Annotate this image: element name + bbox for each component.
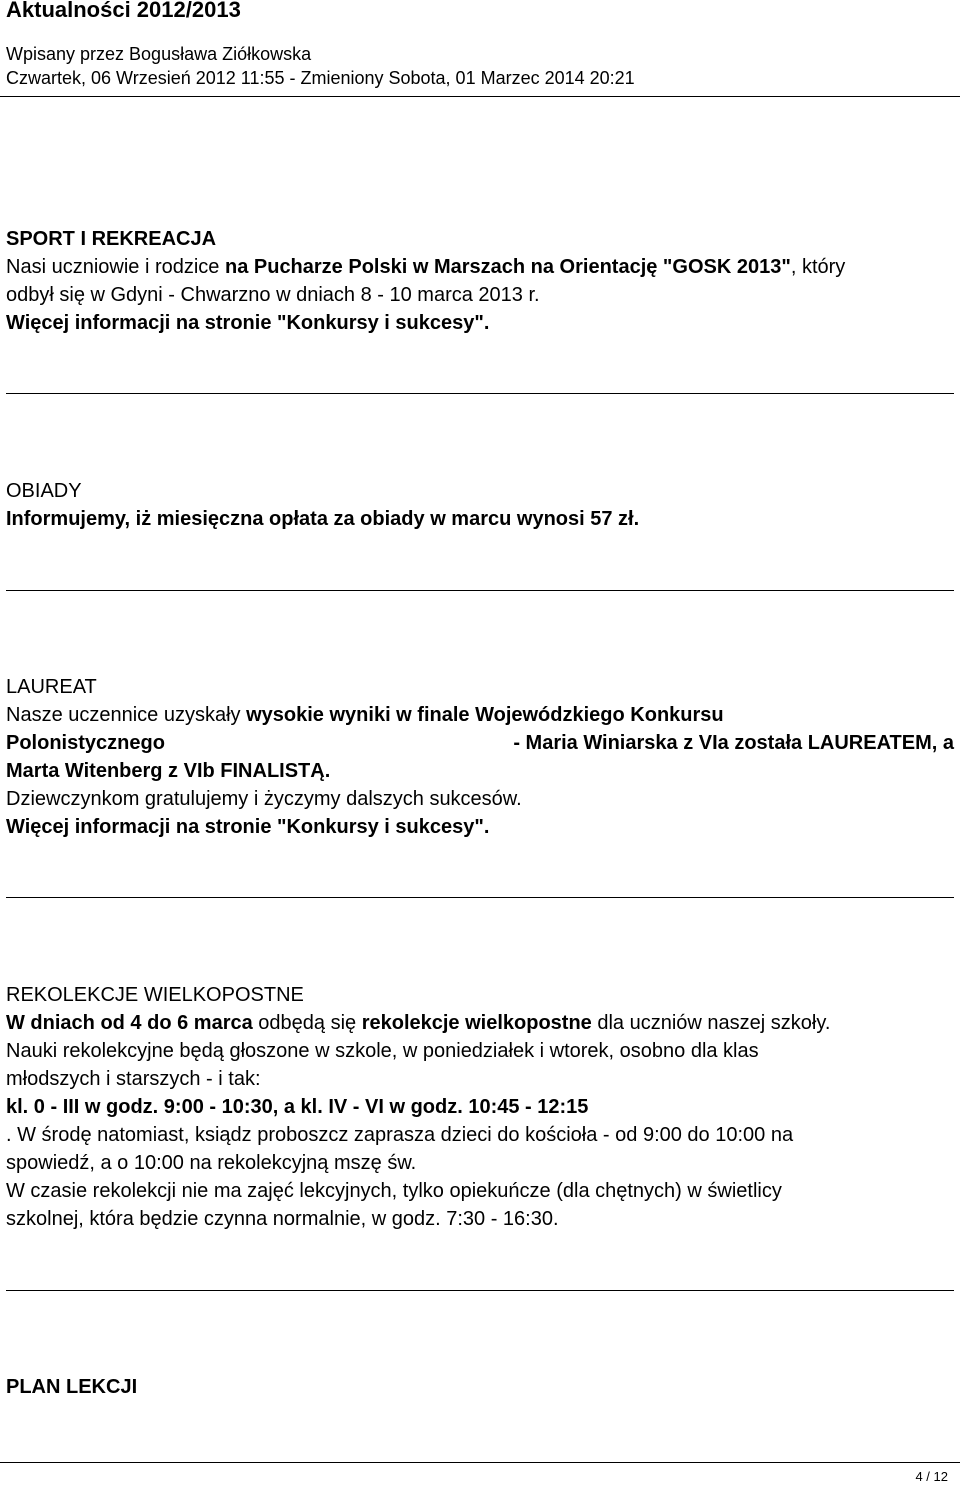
text-run: dla uczniów naszej szkoły.: [591, 1012, 831, 1034]
text-run-bold: rekolekcje wielkopostne: [361, 1012, 592, 1034]
page-number: 4 / 12: [915, 1469, 948, 1484]
section-heading: REKOLEKCJE WIELKOPOSTNE: [6, 984, 304, 1006]
section-sport: [6, 225, 954, 337]
text-run-bold: Polonistycznego: [6, 732, 165, 754]
paragraph-line: [6, 1009, 954, 1037]
paragraph-line: kl. 0 - III w godz. 9:00 - 10:30, a kl. IV - VI w godz. 10:45 - 12:15: [6, 1096, 589, 1118]
author-line: Wpisany przez Bogusława Ziółkowska: [6, 44, 312, 64]
paragraph-line: Dziewczynkom gratulujemy i życzymy dalszych sukcesów.: [6, 788, 522, 810]
section-divider: [6, 1290, 954, 1291]
section-rekolekcje: [6, 981, 954, 1233]
paragraph-line: [6, 253, 954, 281]
paragraph-line: szkolnej, która będzie czynna normalnie, w godz. 7:30 - 16:30.: [6, 1208, 559, 1230]
section-heading: OBIADY: [6, 480, 82, 502]
paragraph-line: [6, 701, 954, 729]
text-run-bold: - Maria Winiarska z VIa została LAUREATEM, a: [513, 732, 954, 754]
text-run: Nasi uczniowie i rodzice: [6, 256, 225, 278]
page-title: Aktualności 2012/2013: [6, 0, 241, 22]
paragraph-line: odbył się w Gdyni - Chwarzno w dniach 8 - 10 marca 2013 r.: [6, 284, 540, 306]
text-run: Nasze uczennice uzyskały: [6, 704, 247, 726]
paragraph-line: spowiedź, a o 10:00 na rekolekcyjną mszę św.: [6, 1152, 417, 1174]
text-run-bold: wysokie wyniki w finale Wojewódzkiego Konkursu: [246, 704, 724, 726]
date-line: Czwartek, 06 Wrzesień 2012 11:55 - Zmieniony Sobota, 01 Marzec 2014 20:21: [6, 68, 635, 88]
text-run-bold: W dniach od 4 do 6 marca: [6, 1012, 253, 1034]
text-run-bold: na Pucharze Polski w Marszach na Orientację "GOSK 2013": [224, 256, 791, 278]
section-divider: [6, 897, 954, 898]
more-info-link[interactable]: Więcej informacji na stronie "Konkursy i sukcesy".: [6, 312, 490, 334]
section-heading: PLAN LEKCJI: [6, 1376, 138, 1398]
header-rule: [0, 96, 960, 97]
text-run: odbędą się: [252, 1012, 362, 1034]
more-info-link[interactable]: Więcej informacji na stronie "Konkursy i sukcesy".: [6, 816, 490, 838]
section-obiady: [6, 477, 954, 533]
paragraph-line: W czasie rekolekcji nie ma zajęć lekcyjnych, tylko opiekuńcze (dla chętnych) w świetlicy: [6, 1180, 782, 1202]
paragraph-line: Marta Witenberg z VIb FINALISTĄ.: [6, 760, 331, 782]
paragraph-line: młodszych i starszych - i tak:: [6, 1068, 261, 1090]
section-plan: [6, 1373, 954, 1401]
paragraph-line: Informujemy, iż miesięczna opłata za obiady w marcu wynosi 57 zł.: [6, 508, 640, 530]
text-run: , który: [790, 256, 846, 278]
paragraph-line: Nauki rekolekcyjne będą głoszone w szkole, w poniedziałek i wtorek, osobno dla klas: [6, 1040, 759, 1062]
section-laureat: [6, 673, 954, 841]
section-divider: [6, 590, 954, 591]
footer-rule: [0, 1462, 960, 1463]
section-divider: [6, 393, 954, 394]
section-heading: SPORT I REKREACJA: [6, 228, 217, 250]
section-heading: LAUREAT: [6, 676, 97, 698]
paragraph-line: [6, 729, 954, 757]
paragraph-line: . W środę natomiast, ksiądz proboszcz zaprasza dzieci do kościoła - od 9:00 do 10:00 na: [6, 1124, 794, 1146]
